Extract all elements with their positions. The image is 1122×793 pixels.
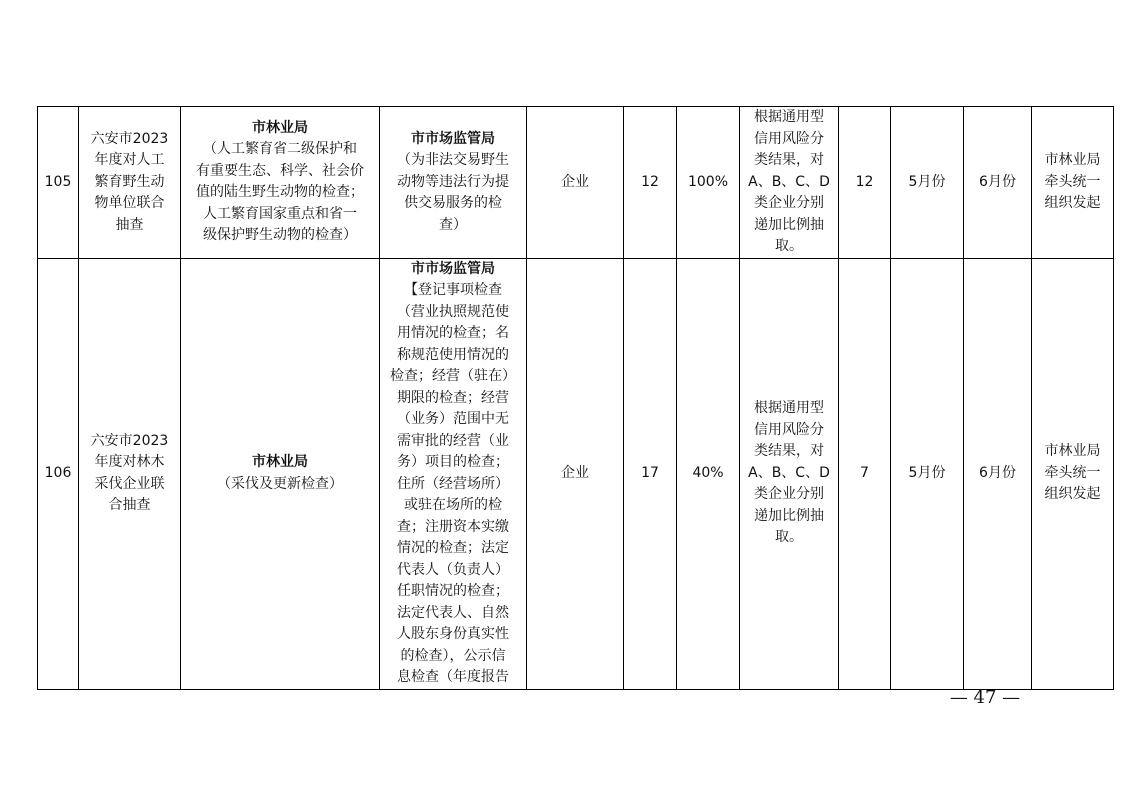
end-month-cell: 6月份 — [964, 258, 1032, 689]
lead-department-cell — [181, 107, 380, 259]
joint-department-cell — [380, 258, 527, 689]
start-month-cell: 5月份 — [891, 107, 964, 259]
joint-department-items: （为非法交易野生 动物等违法行为提 供交易服务的检 查） — [397, 152, 509, 233]
remark-cell: 市林业局 牵头统一 组织发起 — [1032, 107, 1114, 259]
row-number-cell: 105 — [38, 107, 79, 259]
joint-department-cell — [380, 107, 527, 259]
lead-department-name: 市林业局 — [252, 119, 308, 136]
table-row — [38, 258, 1114, 689]
object-count-cell: 12 — [624, 107, 677, 259]
end-month-cell: 6月份 — [964, 107, 1032, 259]
task-name-cell: 六安市2023 年度对人工 繁育野生动 物单位联合 抽查 — [79, 107, 181, 259]
sampling-method-cell: 根据通用型 信用风险分 类结果，对 A、B、C、D 类企业分别 递加比例抽 取。 — [740, 258, 839, 689]
lead-department-name: 市林业局 — [252, 454, 308, 470]
page-number: — 47 — — [949, 687, 1021, 708]
table-row — [38, 107, 1114, 259]
start-month-cell: 5月份 — [891, 258, 964, 689]
inspection-plan-table — [37, 106, 1114, 690]
row-number-cell: 106 — [38, 258, 79, 689]
lead-department-cell — [181, 258, 380, 689]
lead-department-items: （人工繁育省二级保护和 有重要生态、科学、社会价 值的陆生野生动物的检查； 人工繁育国家重点和省一 级保护野生动物的检查） — [196, 141, 364, 244]
object-type-cell: 企业 — [527, 107, 624, 259]
object-type-cell: 企业 — [527, 258, 624, 689]
sampling-ratio-cell: 100% — [677, 107, 740, 259]
sampling-method-cell: 根据通用型 信用风险分 类结果，对 A、B、C、D 类企业分别 递加比例抽 取。 — [740, 107, 839, 259]
object-count-cell: 17 — [624, 258, 677, 689]
sampling-ratio-cell: 40% — [677, 258, 740, 689]
sample-count-cell: 7 — [839, 258, 891, 689]
joint-department-name: 市市场监管局 — [411, 260, 495, 277]
sample-count-cell: 12 — [839, 107, 891, 259]
joint-department-items: 【登记事项检查 （营业执照规范使 用情况的检查；名 称规范使用情况的 检查；经营（驻在） 期限的检查；经营 （业务）范围中无 需审批的经营（业 务）项目的检查； 住所（经营场所） 或驻在场所的检 查；注册资本实缴 情况的检查；法定 代表人（负责人） 任职情况的检查； 法定代表人、自然 人股东身份真实性 的检查），公示信 息检查（年度报告 — [390, 282, 516, 685]
remark-cell: 市林业局 牵头统一 组织发起 — [1032, 258, 1114, 689]
lead-department-items: （采伐及更新检查） — [217, 475, 343, 492]
joint-department-name: 市市场监管局 — [411, 130, 495, 147]
task-name-cell: 六安市2023 年度对林木 采伐企业联 合抽查 — [79, 258, 181, 689]
